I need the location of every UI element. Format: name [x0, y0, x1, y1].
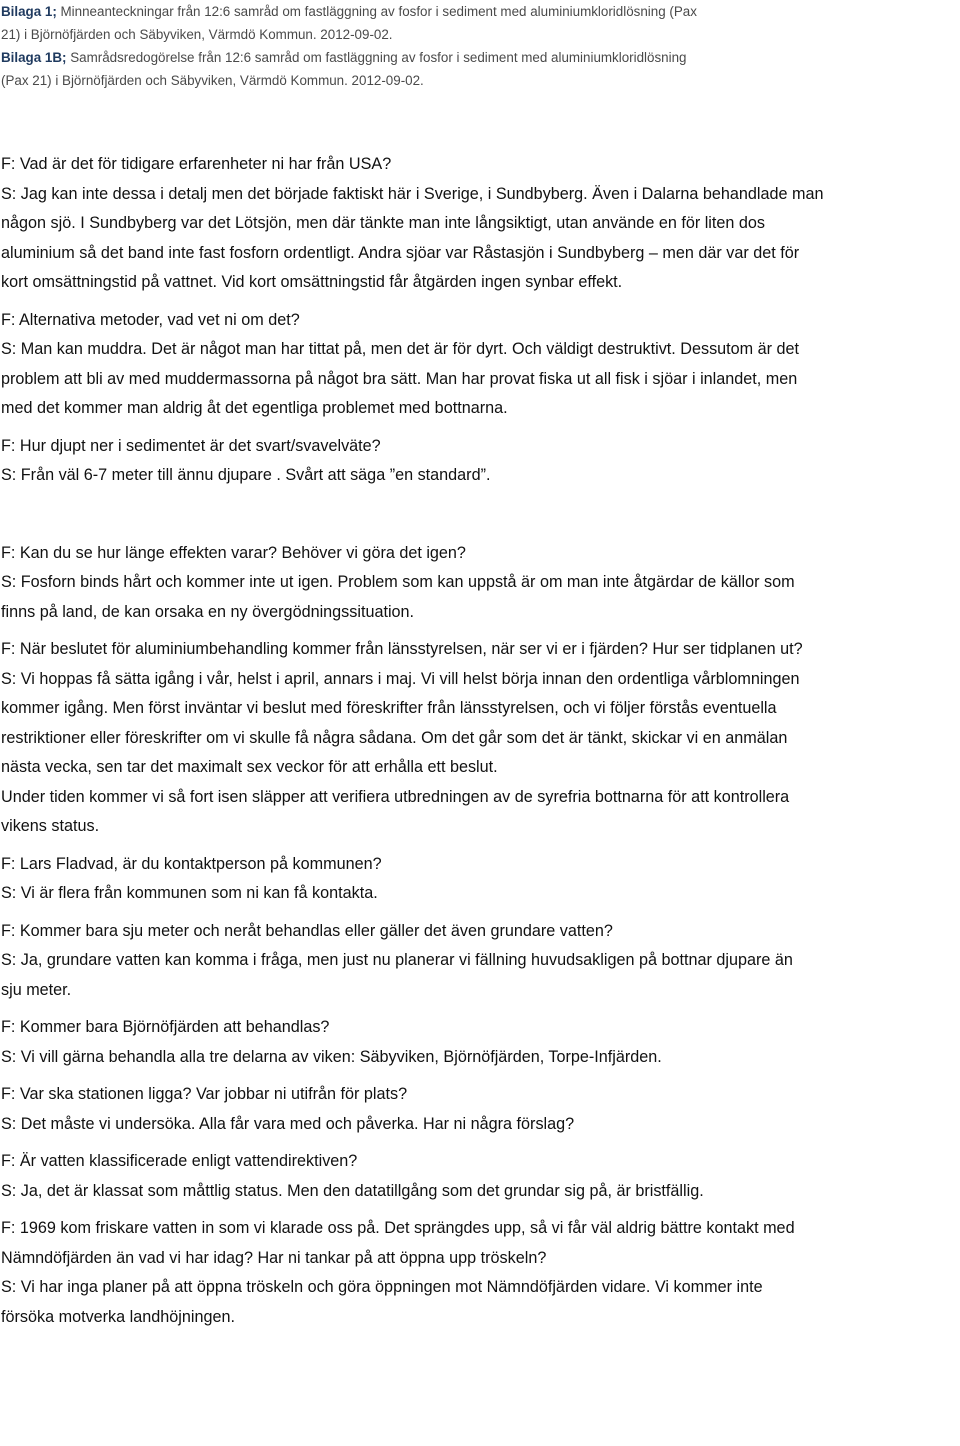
qa-line: restriktioner eller föreskrifter om vi skulle få några sådana. Om det går som det är tänkt, skickar vi en anmälan	[1, 728, 788, 747]
qa-line: S: Från väl 6-7 meter till ännu djupare . Svårt att säga ”en standard”.	[1, 466, 491, 484]
qa-line: S: Jag kan inte dessa i detalj men det började faktiskt här i Sverige, i Sundbyberg. Även i Dalarna behandlade man	[1, 184, 824, 203]
header-bilaga1-line1: Bilaga 1; Minneanteckningar från 12:6 samråd om fastläggning av fosfor i sediment med aluminiumkloridlösning (Pax	[1, 4, 697, 19]
document-header	[0, 0, 960, 92]
qa-line: S: Man kan muddra. Det är något man har tittat på, men det är för dyrt. Och väldigt destruktivt. Dessutom är det	[1, 340, 800, 358]
qa-line: F: Lars Fladvad, är du kontaktperson på kommunen?	[1, 854, 382, 873]
qa-line: kort omsättningstid på vattnet. Vid kort omsättningstid får åtgärden ingen synbar effekt.	[1, 273, 623, 291]
qa-line: F: Vad är det för tidigare erfarenheter ni har från USA?	[1, 155, 392, 173]
qa-line: F: Kommer bara sju meter och neråt behandlas eller gäller det även grundare vatten?	[1, 921, 613, 940]
qa-line: problem att bli av med muddermassorna på något bra sätt. Man har provat fiska ut all fisk i sjöar i inlandet, men	[1, 369, 798, 388]
qa-line: aluminium så det band inte fast fosforn ordentligt. Andra sjöar var Råstasjön i Sundbyberg – men där var det för	[1, 243, 800, 262]
qa-line: S: Det måste vi undersöka. Alla får vara med och påverka. Har ni några förslag?	[1, 1114, 575, 1133]
header-bilaga1b-line2: (Pax 21) i Björnöfjärden och Säbyviken, Värmdö Kommun. 2012-09-02.	[1, 73, 424, 88]
qa-line: F: Kommer bara Björnöfjärden att behandlas?	[1, 1018, 330, 1036]
qa-line: F: Kan du se hur länge effekten varar? Behöver vi göra det igen?	[1, 543, 466, 562]
qa-line: S: Vi hoppas få sätta igång i vår, helst i april, annars i maj. Vi vill helst börja innan den ordentliga vårblomningen	[1, 669, 800, 688]
qa-line: finns på land, de kan orsaka en ny övergödningssituation.	[1, 602, 415, 621]
qa-line: S: Vi vill gärna behandla alla tre delarna av viken: Säbyviken, Björnöfjärden, Torpe-Infjärden.	[1, 1047, 662, 1066]
qa-line: S: Fosforn binds hårt och kommer inte ut igen. Problem som kan uppstå är om man inte åtgärdar de källor som	[1, 573, 795, 591]
qa-line: Nämndöfjärden än vad vi har idag? Har ni tankar på att öppna upp tröskeln?	[1, 1248, 547, 1267]
qa-line: någon sjö. I Sundbyberg var det Lötsjön, men där tänkte man inte långsiktigt, utan använde en för liten dos	[1, 214, 765, 232]
qa-line: F: När beslutet för aluminiumbehandling kommer från länsstyrelsen, när ser vi er i fjärden? Hur ser tidplanen ut?	[1, 640, 803, 658]
qa-line: sju meter.	[1, 980, 72, 999]
qa-line: F: 1969 kom friskare vatten in som vi klarade oss på. Det sprängdes upp, så vi får väl aldrig bättre kontakt med	[1, 1219, 795, 1237]
qa-line: kommer igång. Men först inväntar vi beslut med föreskrifter från länsstyrelsen, och vi följer förstås eventuella	[1, 699, 777, 717]
header-bilaga1b-line1: Bilaga 1B; Samrådsredogörelse från 12:6 samråd om fastläggning av fosfor i sediment med aluminiumkloridlösning	[1, 50, 687, 65]
qa-line: F: Är vatten klassificerade enligt vattendirektiven?	[1, 1152, 358, 1170]
qa-line: S: Ja, det är klassat som måttlig status. Men den datatillgång som det grundar sig på, är bristfällig.	[1, 1181, 704, 1200]
header-bilaga1-label: Bilaga 1;	[1, 4, 57, 19]
qa-line: F: Var ska stationen ligga? Var jobbar ni utifrån för plats?	[1, 1085, 408, 1103]
qa-line: Under tiden kommer vi så fort isen släpper att verifiera utbredningen av de syrefria bottnarna för att kontrollera	[1, 787, 790, 806]
qa-line: försöka motverka landhöjningen.	[1, 1307, 235, 1326]
qa-line: F: Hur djupt ner i sedimentet är det svart/svavelväte?	[1, 436, 381, 455]
qa-line: S: Vi är flera från kommunen som ni kan få kontakta.	[1, 884, 378, 902]
qa-line: F: Alternativa metoder, vad vet ni om det?	[1, 310, 300, 329]
header-bilaga1b-label: Bilaga 1B;	[1, 50, 67, 65]
qa-line: S: Vi har inga planer på att öppna tröskeln och göra öppningen mot Nämndöfjärden vidare. Vi kommer inte	[1, 1278, 763, 1296]
document-body	[1, 150, 956, 1332]
qa-line: nästa vecka, sen tar det maximalt sex veckor för att erhålla ett beslut.	[1, 758, 498, 776]
header-bilaga1-line2: 21) i Björnöfjärden och Säbyviken, Värmdö Kommun. 2012-09-02.	[1, 27, 393, 42]
qa-line: med det kommer man aldrig åt det egentliga problemet med bottnarna.	[1, 399, 508, 417]
qa-line: S: Ja, grundare vatten kan komma i fråga, men just nu planerar vi fällning huvudsakligen på bottnar djupare än	[1, 951, 793, 969]
qa-line: vikens status.	[1, 817, 100, 835]
